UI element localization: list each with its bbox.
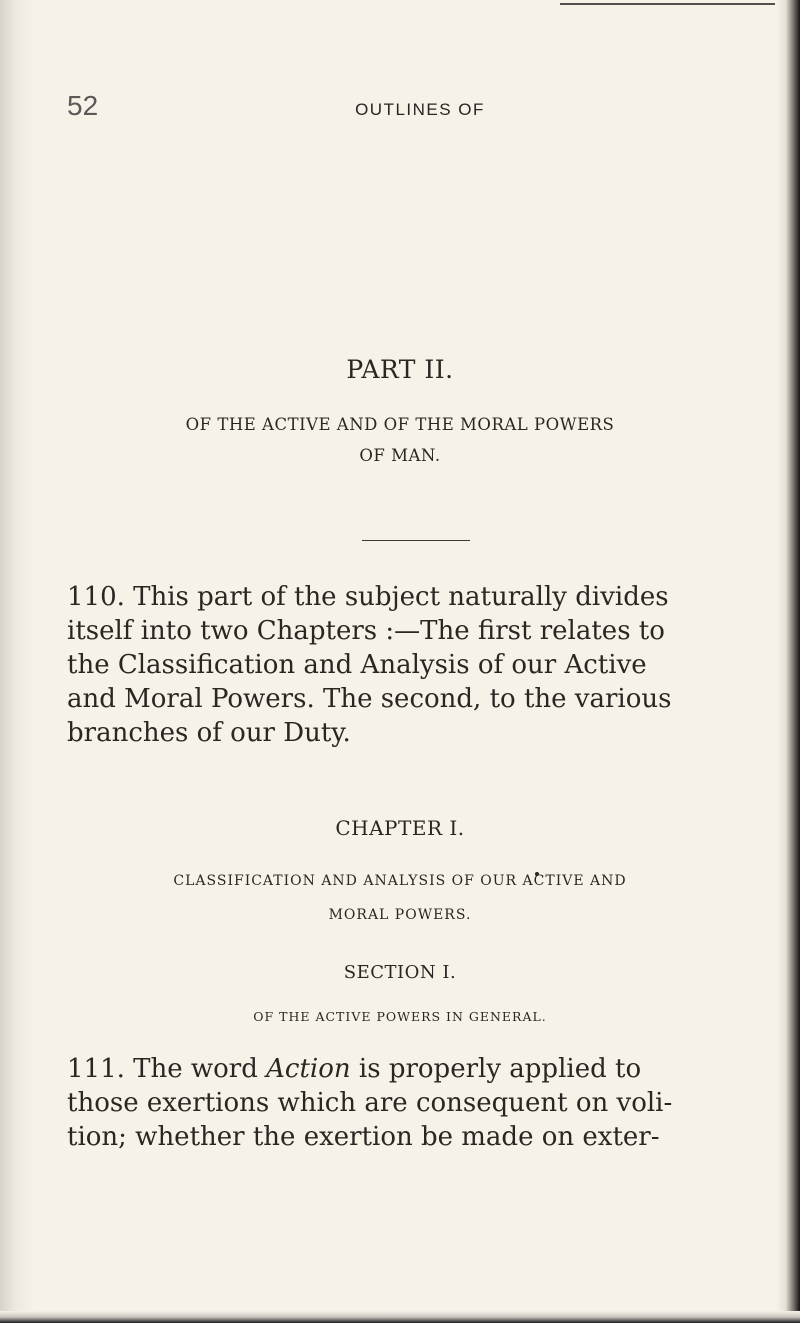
paragraph-111-line-1 — [67, 1052, 738, 1086]
top-scan-line — [560, 3, 775, 5]
page-right-edge — [776, 0, 800, 1323]
paragraph-111-italic-word: Action — [266, 1054, 351, 1084]
section-subtitle: OF THE ACTIVE POWERS IN GENERAL. — [253, 1009, 547, 1024]
paragraph-111-line-1-end: is properly applied to — [350, 1054, 642, 1084]
page-header — [0, 90, 800, 128]
page-left-shadow — [0, 0, 35, 1323]
part-title: PART II. — [346, 355, 454, 384]
page-number: 52 — [67, 90, 99, 121]
running-head: OUTLINES OF — [355, 100, 485, 119]
paragraph-110-line-2: itself into two Chapters :—The first relates to — [67, 616, 665, 646]
paragraph-110-line-3: the Classification and Analysis of our Active — [67, 650, 647, 680]
paragraph-110-line-5: branches of our Duty. — [67, 718, 351, 748]
page-bottom-edge — [0, 1311, 800, 1323]
section-title: SECTION I. — [343, 962, 457, 983]
paragraph-110-line-1: 110. This part of the subject naturally divides — [67, 582, 669, 612]
paragraph-111 — [67, 1010, 738, 1154]
paragraph-111-line-3: tion; whether the exertion be made on exter- — [67, 1122, 660, 1152]
paragraph-110-line-4: and Moral Powers. The second, to the various — [67, 684, 672, 714]
section-divider-rule — [362, 540, 470, 541]
part-subtitle-line-2: OF MAN. — [359, 446, 441, 465]
paragraph-111-line-1-start: 111. The word — [67, 1054, 267, 1084]
chapter-title: CHAPTER I. — [335, 816, 465, 840]
paragraph-111-line-2: those exertions which are consequent on voli- — [67, 1088, 673, 1118]
chapter-subtitle-line-2: MORAL POWERS. — [328, 907, 472, 923]
part-subtitle-line-1: OF THE ACTIVE AND OF THE MORAL POWERS — [185, 415, 615, 434]
paragraph-110 — [67, 580, 738, 750]
chapter-subtitle-line-1: CLASSIFICATION AND ANALYSIS OF OUR ACTIVE AND — [173, 873, 627, 889]
